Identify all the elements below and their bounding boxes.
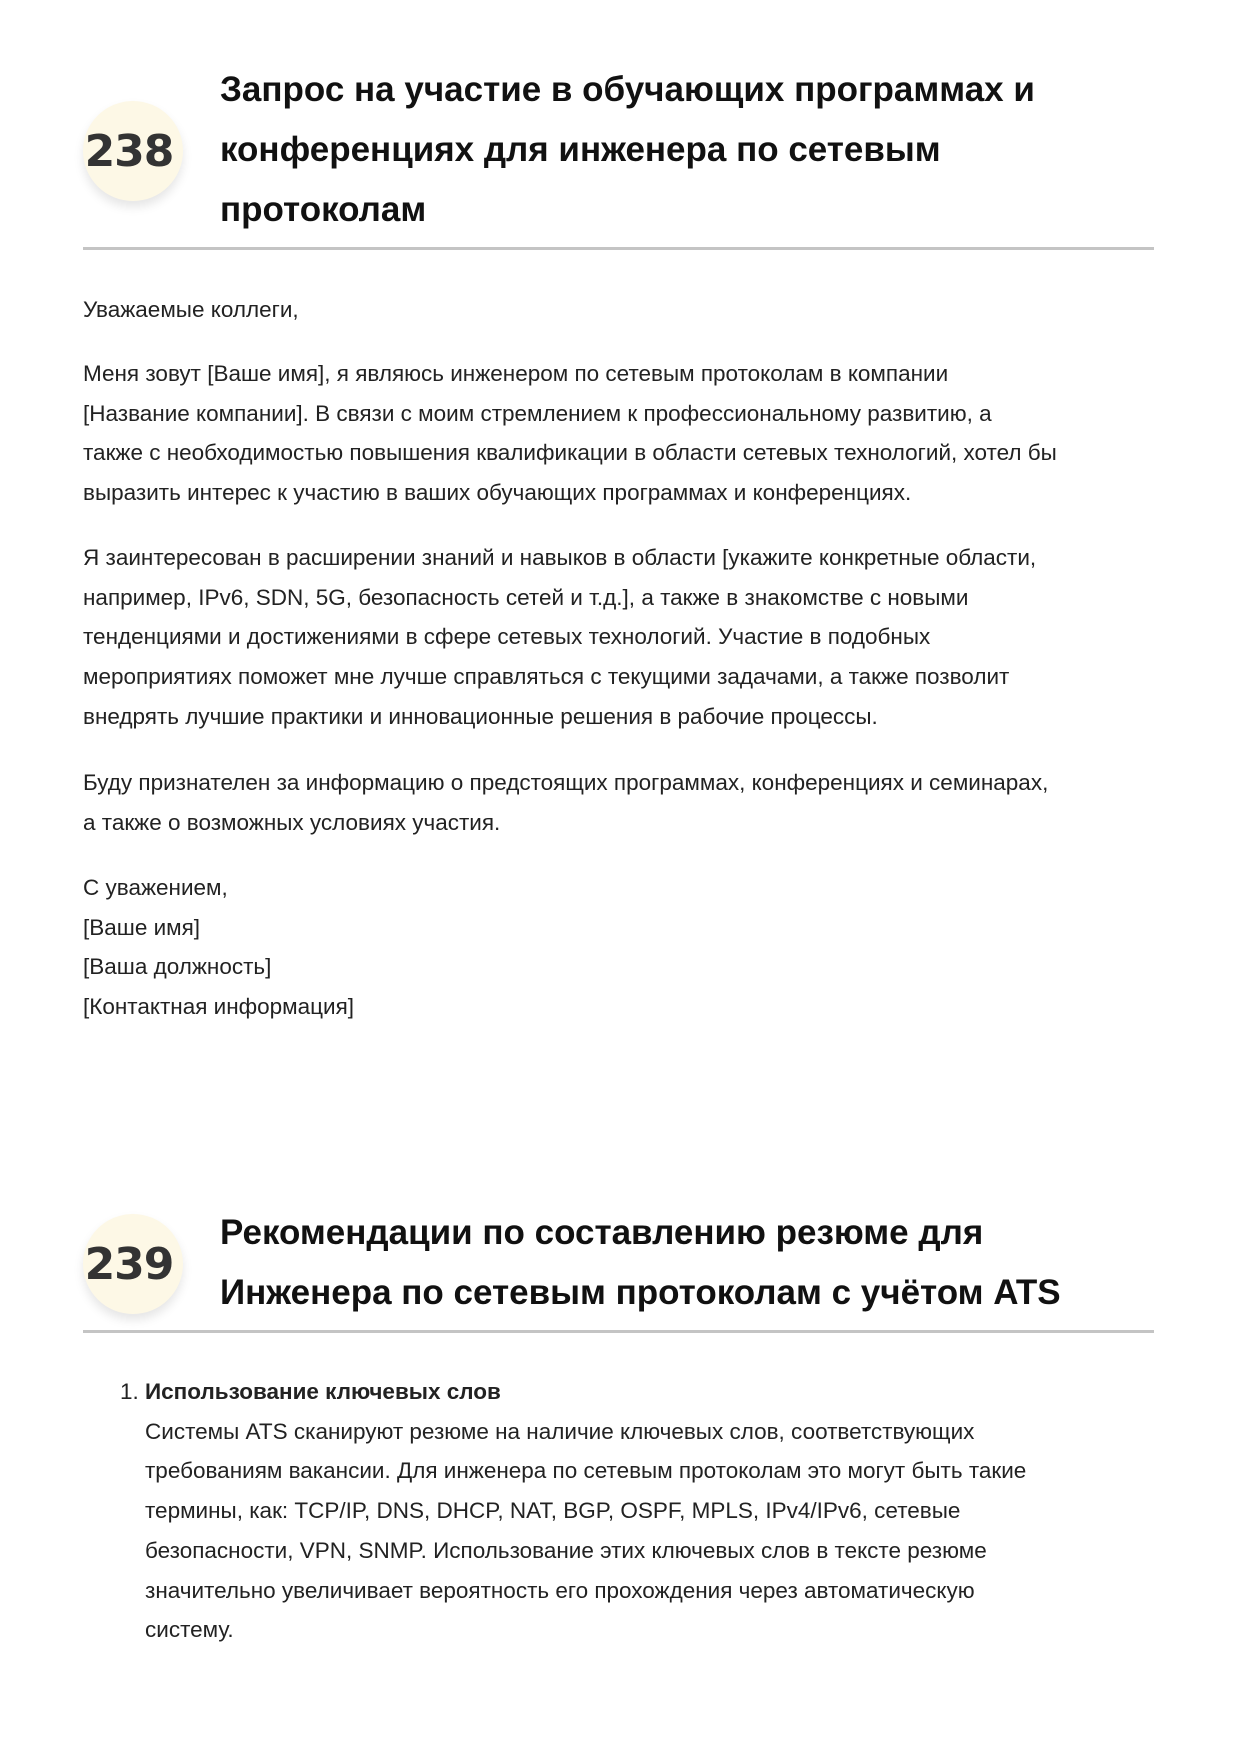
text-line: мероприятиях поможет мне лучше справляться с текущими задачами, а также позволит bbox=[83, 664, 1010, 690]
text-line: также с необходимостью повышения квалификации в области сетевых технологий, хотел бы bbox=[83, 440, 1057, 466]
text-line: требованиям вакансии. Для инженера по сетевым протоколам это могут быть такие bbox=[145, 1458, 1027, 1484]
greeting bbox=[83, 290, 299, 330]
title-line: Рекомендации по составлению резюме для bbox=[220, 1213, 984, 1252]
text-line: а также о возможных условиях участия. bbox=[83, 809, 501, 835]
paragraph-1 bbox=[83, 354, 1057, 513]
text-line: С уважением, bbox=[83, 875, 228, 900]
section-238-header bbox=[83, 64, 1154, 250]
text-line: [Название компании]. В связи с моим стремлением к профессиональному развитию, а bbox=[83, 400, 992, 426]
text-line: например, IPv6, SDN, 5G, безопасность сетей и т.д.], а также в знакомстве с новыми bbox=[83, 584, 969, 610]
paragraph-2 bbox=[83, 538, 1036, 737]
section-number-badge bbox=[83, 1214, 183, 1314]
text-line: [Ваша должность] bbox=[83, 954, 272, 980]
text-line: [Ваше имя] bbox=[83, 914, 201, 940]
text-line: [Контактная информация] bbox=[83, 994, 355, 1020]
title-line: Инженера по сетевым протоколам с учётом ATS bbox=[220, 1273, 1061, 1312]
greeting-text: Уважаемые коллеги, bbox=[83, 297, 299, 322]
section-number-badge bbox=[83, 101, 183, 201]
title-line: Запрос на участие в обучающих программах и bbox=[220, 70, 1035, 109]
paragraph-3 bbox=[83, 763, 1048, 842]
text-line: Я заинтересован в расширении знаний и навыков в области [укажите конкретные области, bbox=[83, 545, 1037, 570]
text-line: внедрять лучшие практики и инновационные решения в рабочие процессы. bbox=[83, 703, 878, 729]
text-line: выразить интерес к участию в ваших обучающих программах и конференциях. bbox=[83, 480, 912, 506]
text-line: Системы ATS сканируют резюме на наличие ключевых слов, соответствующих bbox=[145, 1418, 975, 1444]
list-item-title: Использование ключевых слов bbox=[145, 1379, 501, 1404]
text-line: тенденциями и достижениями в сфере сетевых технологий. Участие в подобных bbox=[83, 624, 931, 650]
text-line: безопасности, VPN, SNMP. Использование этих ключевых слов в тексте резюме bbox=[145, 1537, 987, 1563]
text-line: значительно увеличивает вероятность его прохождения через автоматическую bbox=[145, 1577, 975, 1603]
section-number: 239 bbox=[84, 1238, 174, 1290]
text-line: систему. bbox=[145, 1617, 234, 1643]
section-title bbox=[220, 1203, 1154, 1323]
section-title bbox=[220, 60, 1154, 240]
section-239-header bbox=[83, 1200, 1154, 1333]
list-item-marker: 1. bbox=[120, 1379, 139, 1404]
closing-signature bbox=[83, 868, 354, 1027]
section-number: 238 bbox=[84, 125, 174, 177]
text-line: термины, как: TCP/IP, DNS, DHCP, NAT, BGP, OSPF, MPLS, IPv4/IPv6, сетевые bbox=[145, 1498, 961, 1524]
list-item bbox=[145, 1372, 1026, 1650]
title-line: протоколам bbox=[220, 190, 427, 229]
text-line: Меня зовут [Ваше имя], я являюсь инженером по сетевым протоколам в компании bbox=[83, 361, 949, 386]
title-line: конференциях для инженера по сетевым bbox=[220, 130, 941, 169]
text-line: Буду признателен за информацию о предстоящих программах, конференциях и семинарах, bbox=[83, 770, 1049, 795]
